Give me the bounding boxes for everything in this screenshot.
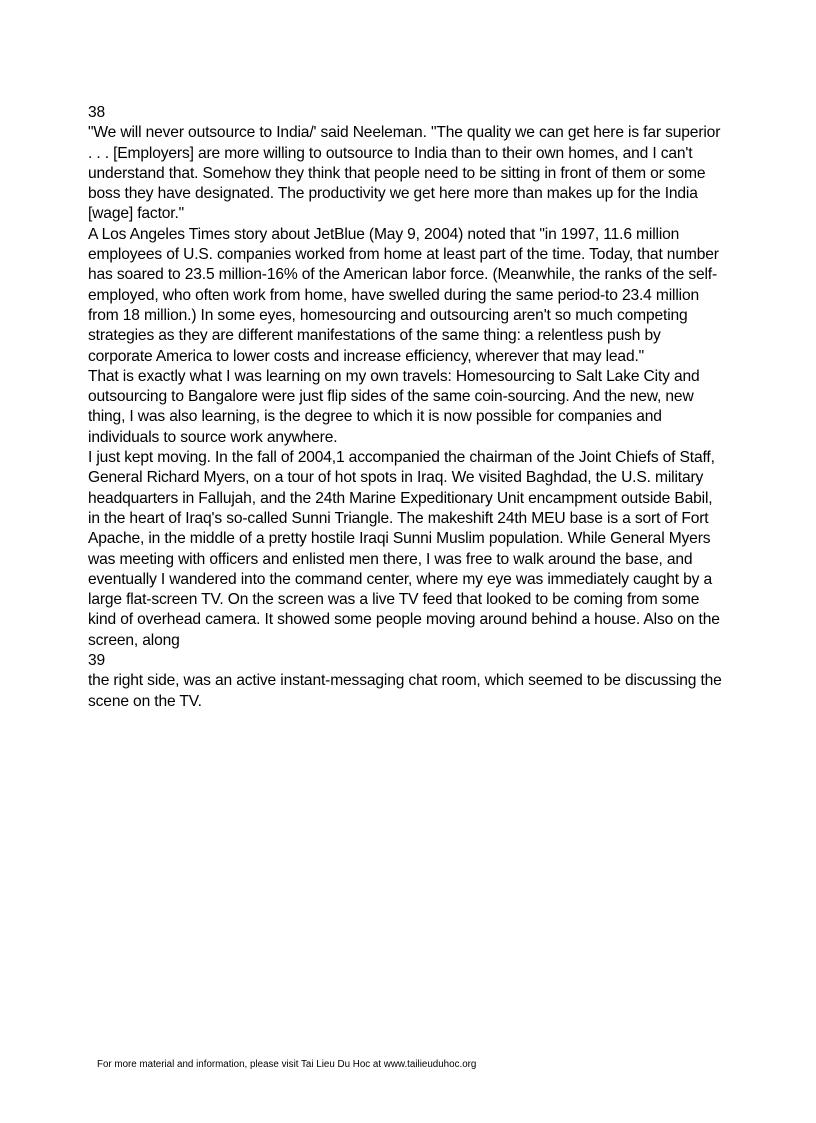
paragraph-homesourcing: That is exactly what I was learning on my own travels: Homesourcing to Salt Lake City and outsourcing to Bangalore were just flip sides of the same coin-sourcing. And the new, new thing, I was also learning, is the degree to which it is now possible for companies and individuals to source work anywhere. xyxy=(88,367,700,446)
paragraph-chat-room: the right side, was an active instant-messaging chat room, which seemed to be discussing the scene on the TV. xyxy=(88,672,722,710)
page-number-38: 38 xyxy=(88,104,106,121)
paragraph-la-times: A Los Angeles Times story about JetBlue (May 9, 2004) noted that "in 1997, 11.6 million employees of U.S. companies worked from home at least part of the time. Today, that number has soared to 23.5 million-16% of the American labor force. (Meanwhile, the ranks of the self-employed, who often work from home, have swelled during the same period-to 23.4 million from 18 million.) In some eyes, homesourcing and outsourcing aren't so much competing strategies as they are different manifestations of the same thing: a relentless push by corporate America to lower costs and increase efficiency, wherever that may lead." xyxy=(88,225,719,365)
paragraph-neeleman-quote: "We will never outsource to India/' said Neeleman. "The quality we can get here is far superior . . . [Employers] are more willing to outsource to India than to their own homes, and I can't understand that. Somehow they think that people need to be sitting in front of them or some boss they have designated. The productivity we get here more than makes up for the India [wage] factor." xyxy=(88,124,721,223)
document-body xyxy=(88,103,728,712)
page-footer: For more material and information, please visit Tai Lieu Du Hoc at www.tailieuduhoc.org xyxy=(97,1059,477,1070)
paragraph-iraq-visit: I just kept moving. In the fall of 2004,1 accompanied the chairman of the Joint Chiefs of Staff, General Richard Myers, on a tour of hot spots in Iraq. We visited Baghdad, the U.S. military headquarters in Fallujah, and the 24th Marine Expeditionary Unit encampment outside Babil, in the heart of Iraq's so-called Sunni Triangle. The makeshift 24th MEU base is a sort of Fort Apache, in the middle of a pretty hostile Iraqi Sunni Muslim population. While General Myers was meeting with officers and enlisted men there, I was free to walk around the base, and eventually I wandered into the command center, where my eye was immediately caught by a large flat-screen TV. On the screen was a live TV feed that looked to be coming from some kind of overhead camera. It showed some people moving around behind a house. Also on the screen, along xyxy=(88,449,720,649)
page-number-39: 39 xyxy=(88,652,106,670)
